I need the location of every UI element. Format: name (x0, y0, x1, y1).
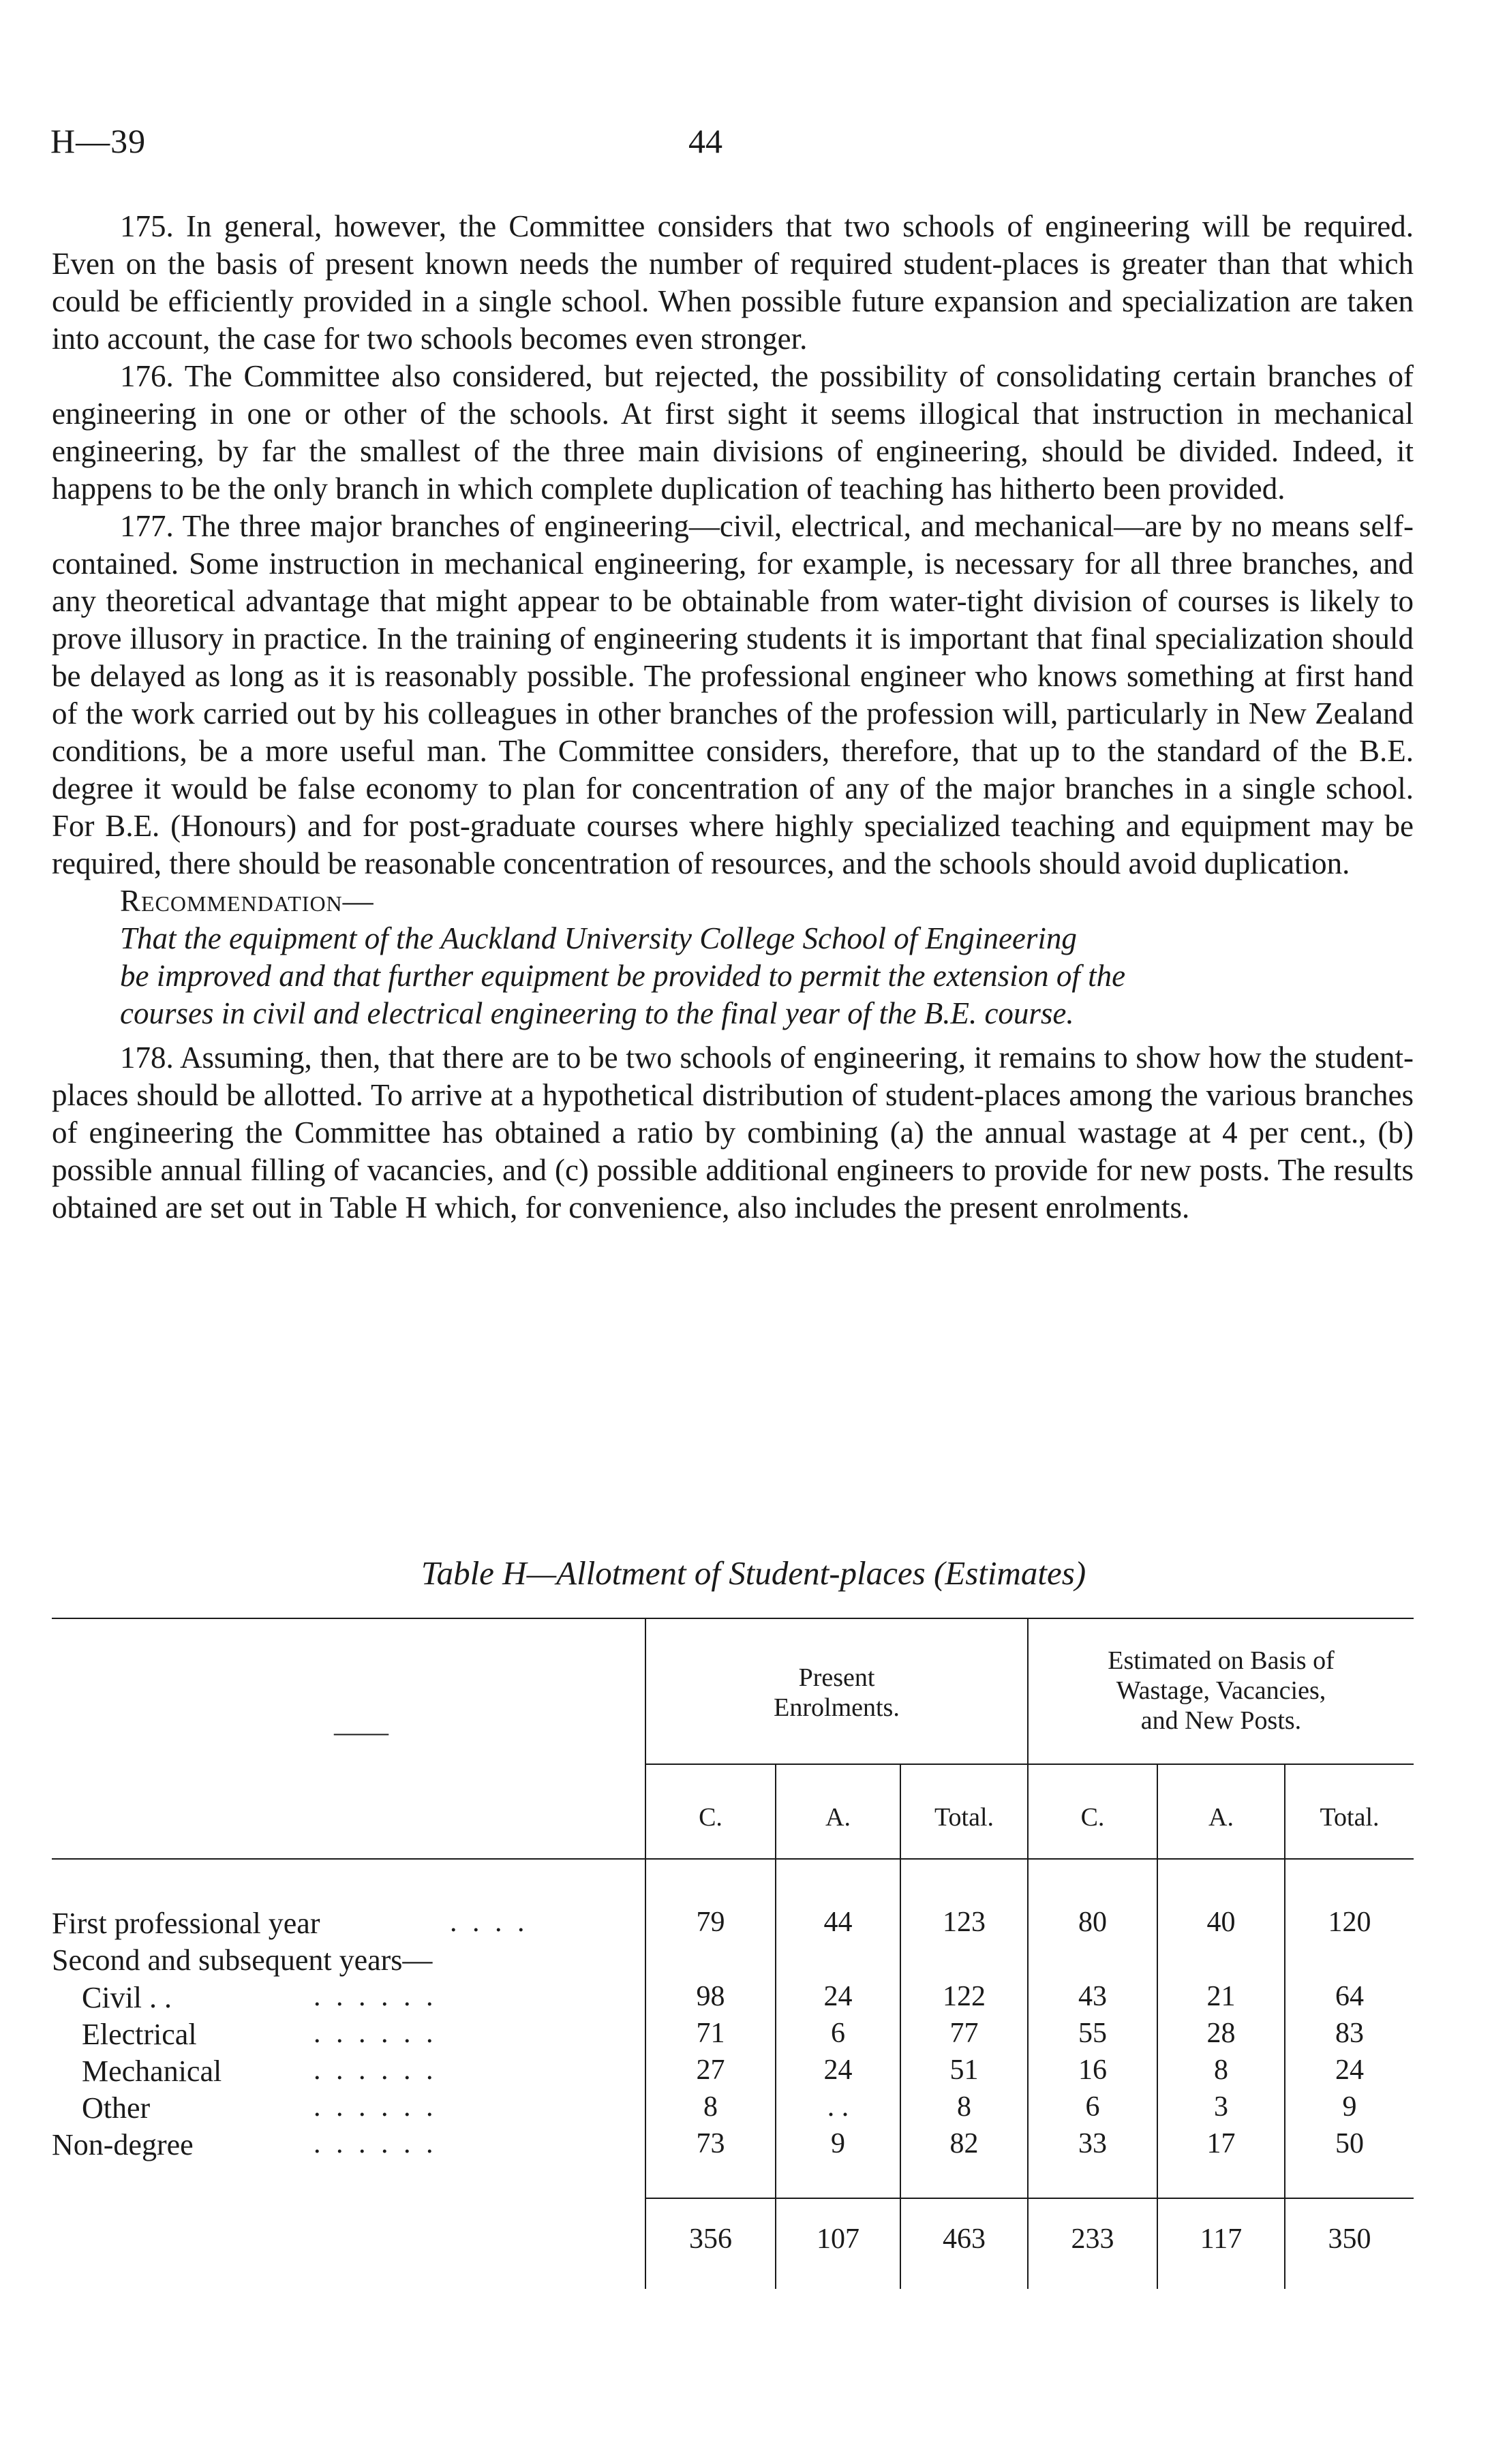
group-header-line: Estimated on Basis of (1108, 1646, 1335, 1675)
table-top-rule (52, 1618, 1414, 1619)
subheader-a: A. (1208, 1803, 1234, 1832)
table-cell: 9 (831, 2128, 845, 2159)
table-cell: 79 (696, 1907, 725, 1938)
table-cell: 24 (1335, 2054, 1364, 2086)
recommendation-text (52, 920, 1414, 1032)
table-cell: 44 (823, 1907, 853, 1938)
recommendation-line: be improved and that further equipment be provided to permit the extension of the (120, 959, 1126, 993)
group-header-present (646, 1663, 1027, 1723)
total-cell: 350 (1328, 2223, 1371, 2255)
table-cell: 28 (1206, 2018, 1236, 2049)
recommendation-line: courses in civil and electrical engineering to the final year of the B.E. course. (120, 996, 1074, 1030)
total-cell: 356 (689, 2223, 732, 2255)
paragraph-177: 177. The three major branches of engineering—civil, electrical, and mechanical—are by no means self-contained. Some instruction in mechanical engineering, for example, is necessary for all three branches, and any theoretical advantage that might appear to be obtainable from water-tight division of courses is likely to prove illusory in practice. In the training of engineering students it is important that final specialization should be delayed as long as it is reasonably possible. The professional engineer who knows something at first hand of the work carried out by his colleagues in other branches of the profession will, particularly in New Zealand conditions, be a more useful man. The Committee considers, therefore, that up to the standard of the B.E. degree it would be false economy to plan for concentration of any of the major branches in a single school. For B.E. (Honours) and for post-graduate courses where highly specialized teaching and equipment may be required, there should be reasonable concentration of resources, and the schools should avoid duplication. (52, 509, 1414, 880)
table-cell: 120 (1328, 1907, 1371, 1938)
row-leader-dots: . . . . (450, 1907, 529, 1938)
table-cell: 8 (1214, 2054, 1228, 2086)
row-leader-dots: . . . . . . (314, 2128, 438, 2159)
table-cell: . . (827, 2091, 849, 2123)
table-cell: 9 (1342, 2091, 1357, 2123)
table-cell: 8 (703, 2091, 718, 2123)
table-cell: 16 (1078, 2054, 1107, 2086)
recommendation-line: That the equipment of the Auckland University College School of Engineering (120, 921, 1077, 955)
row-label: Non-degree (52, 2128, 194, 2161)
paragraph-178: 178. Assuming, then, that there are to be two schools of engineering, it remains to show how the student-places should be allotted. To arrive at a hypothetical distribution of student-places among the various branches of engineering the Committee has obtained a ratio by combining (a) the annual wastage at 4 per cent., (b) possible annual filling of vacancies, and (c) possible additional engineers to provide for new posts. The results obtained are set out in Table H which, for convenience, also includes the present enrolments. (52, 1041, 1414, 1225)
table-cell: 6 (1085, 2091, 1100, 2123)
subheader-total: Total. (1320, 1803, 1380, 1832)
total-cell: 233 (1071, 2223, 1114, 2255)
table-cell: 82 (949, 2128, 979, 2159)
table-cell: 6 (831, 2018, 845, 2049)
table-cell: 8 (957, 2091, 971, 2123)
table-cell: 98 (696, 1981, 725, 2012)
row-leader-dots: . . . . . . (314, 2091, 438, 2123)
row-leader-dots: . . . . . . (314, 2054, 438, 2086)
group-header-line: Present (798, 1663, 875, 1692)
table-cell: 64 (1335, 1981, 1364, 2012)
table-cell: 122 (943, 1981, 986, 2012)
total-cell: 107 (817, 2223, 859, 2255)
group-header-line: Wastage, Vacancies, (1116, 1676, 1326, 1705)
header-bottom-rule (52, 1858, 1414, 1860)
row-leader-dots: . . . . . . (314, 1981, 438, 2012)
subheader-c: C. (1080, 1803, 1105, 1832)
group-header-rule (645, 1764, 1414, 1765)
stub-header: —— (334, 1716, 389, 1747)
document-reference: H—39 (50, 122, 147, 160)
table-cell: 51 (949, 2054, 979, 2086)
group-header-line: Enrolments. (774, 1693, 900, 1722)
paragraph-176: 176. The Committee also considered, but rejected, the possibility of consolidating certain branches of engineering in one or other of the schools. At first sight it seems illogical that instruction in mechanical engineering, by far the smallest of the three main divisions of engineering, should be divided. Indeed, it happens to be the only branch in which complete duplication of teaching has hitherto been provided. (52, 359, 1414, 506)
recommendation-label: Recommendation— (120, 884, 374, 918)
row-leader-dots: . . . . . . (314, 2018, 438, 2049)
table-cell: 17 (1206, 2128, 1236, 2159)
page-number: 44 (688, 122, 722, 160)
subheader-a: A. (825, 1803, 851, 1832)
table-cell: 80 (1078, 1907, 1107, 1938)
table-cell: 24 (823, 1981, 853, 2012)
row-label: Electrical (52, 2018, 197, 2051)
table-title: Table H—Allotment of Student-places (Estimates) (421, 1554, 1086, 1592)
total-cell: 117 (1200, 2223, 1243, 2255)
table-cell: 33 (1078, 2128, 1107, 2159)
row-label: Civil . . (52, 1981, 172, 2014)
table-cell: 24 (823, 2054, 853, 2086)
row-label: Second and subsequent years— (52, 1943, 433, 1977)
paragraph-175: 175. In general, however, the Committee considers that two schools of engineering will be required. Even on the basis of present known needs the number of required student-places is greater than that which could be efficiently provided in a single school. When possible future expansion and specialization are taken into account, the case for two schools becomes even stronger. (52, 209, 1414, 356)
body-text (52, 208, 1414, 1227)
table-cell: 50 (1335, 2128, 1364, 2159)
table-cell: 73 (696, 2128, 725, 2159)
total-cell: 463 (943, 2223, 986, 2255)
table-cell: 27 (696, 2054, 725, 2086)
row-label: Mechanical (52, 2054, 222, 2088)
table-cell: 71 (696, 2018, 725, 2049)
totals-rule (645, 2198, 1414, 2199)
table-cell: 77 (949, 2018, 979, 2049)
table-cell: 55 (1078, 2018, 1107, 2049)
subheader-total: Total. (934, 1803, 994, 1832)
table-cell: 40 (1206, 1907, 1236, 1938)
table-cell: 123 (943, 1907, 986, 1938)
row-label: First professional year (52, 1907, 320, 1940)
table-cell: 43 (1078, 1981, 1107, 2012)
group-header-estimated (1029, 1646, 1414, 1736)
subheader-c: C. (699, 1803, 722, 1832)
table-cell: 21 (1206, 1981, 1236, 2012)
group-header-line: and New Posts. (1140, 1706, 1302, 1735)
table-cell: 3 (1214, 2091, 1228, 2123)
table-cell: 83 (1335, 2018, 1364, 2049)
row-label: Other (52, 2091, 151, 2125)
